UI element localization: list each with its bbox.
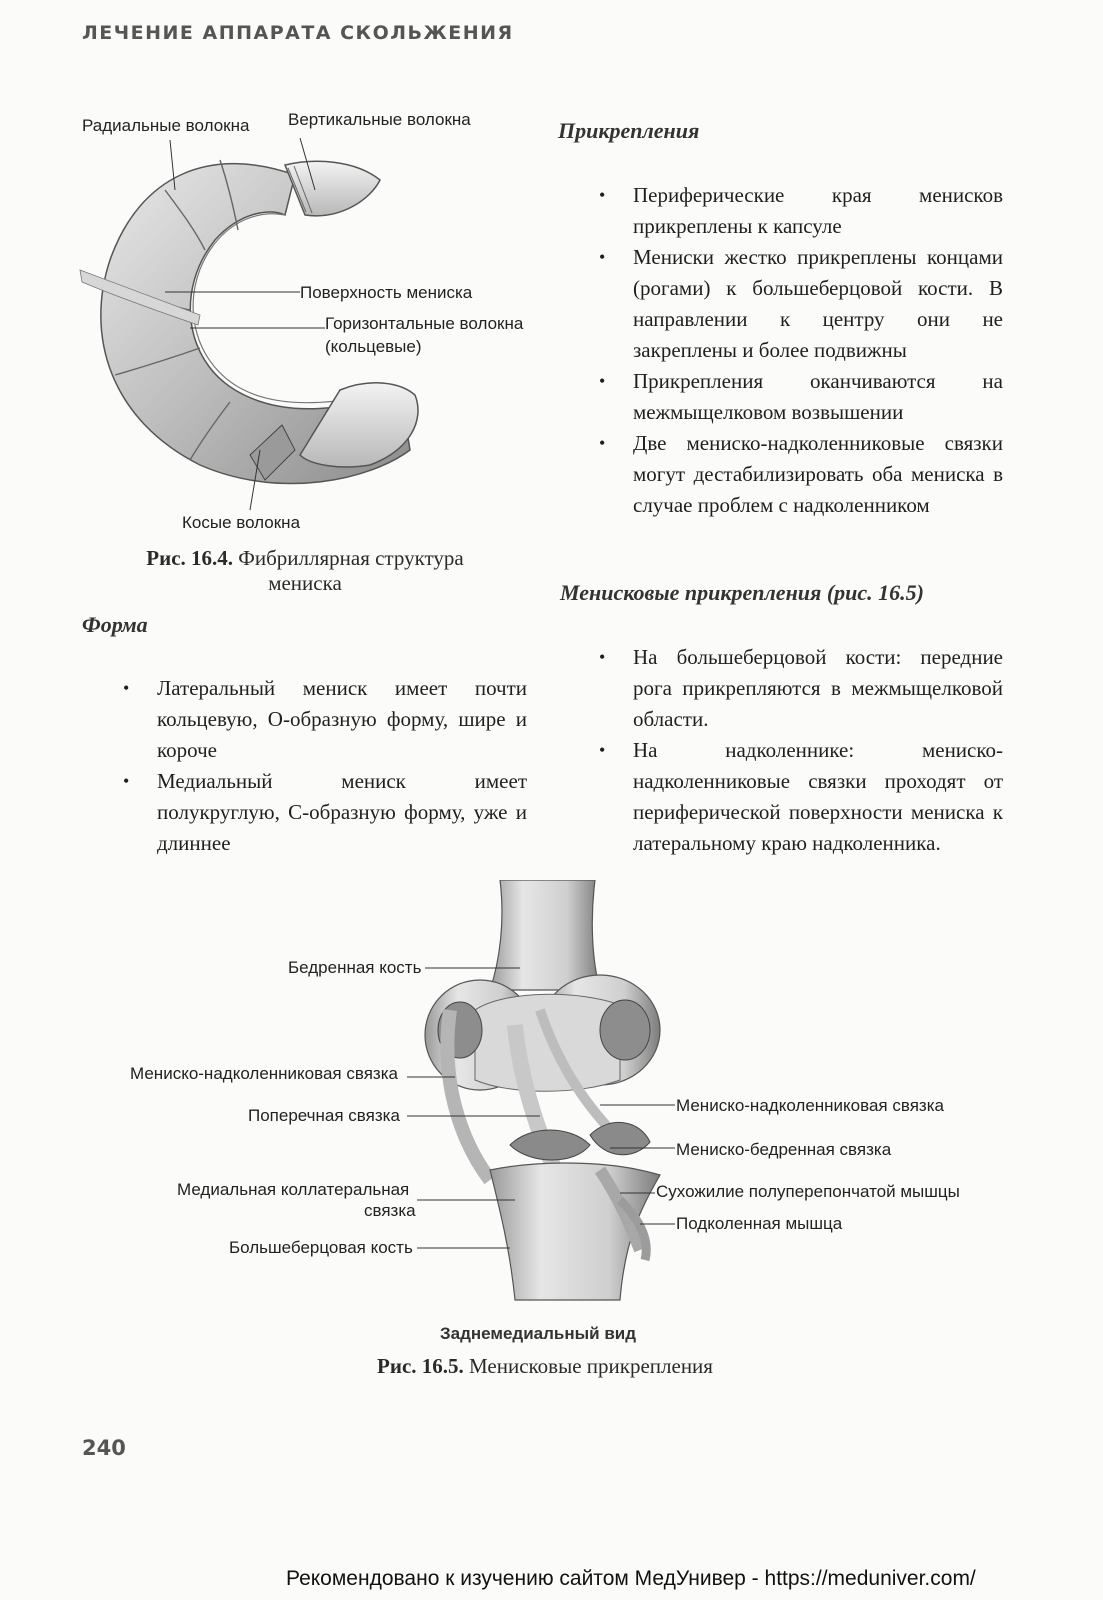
page-number: 240 (82, 1436, 126, 1460)
label-oblique-fibers: Косые волокна (182, 513, 301, 532)
caption-text-line2: мениска (268, 571, 342, 595)
label-meniscus-surface: Поверхность мениска (300, 283, 473, 302)
label-horizontal-fibers-sub: (кольцевые) (325, 337, 422, 356)
caption-text: Менисковые прикрепления (469, 1354, 713, 1378)
figure-16-5-caption (300, 1354, 790, 1379)
label-vertical-fibers: Вертикальные волокна (288, 110, 471, 129)
label-femur: Бедренная кость (288, 958, 422, 977)
label-meniscopatellar-right: Мениско-надколенниковая связка (676, 1096, 944, 1115)
list-item: • Латеральный мениск имеет почти кольцевую, О-образную форму, шире и короче (157, 673, 527, 766)
label-mcl-sub: связка (364, 1201, 416, 1220)
label-popliteus: Подколенная мышца (676, 1214, 843, 1233)
form-list (157, 673, 527, 859)
label-radial-fibers: Радиальные волокна (82, 116, 250, 135)
label-mcl: Медиальная коллатеральная (177, 1180, 410, 1199)
meniscal-list (633, 642, 1003, 859)
caption-number: Рис. 16.5. (377, 1354, 464, 1378)
footer-recommendation: Рекомендовано к изучению сайтом МедУнивер - https://meduniver.com/ (286, 1567, 976, 1590)
list-item: • Мениски жестко прикреплены концами (рогами) к большеберцовой кости. В направлении к центру они не закреплены и более подвижны (633, 242, 1003, 366)
caption-number: Рис. 16.4. (146, 546, 234, 570)
running-title: ЛЕЧЕНИЕ АППАРАТА СКОЛЬЖЕНИЯ (82, 22, 514, 44)
heading-attachments: Прикрепления (558, 118, 700, 143)
label-tibia: Большеберцовая кость (229, 1238, 413, 1257)
caption-text: Фибриллярная структура (238, 546, 464, 570)
list-item: • Периферические края менисков прикреплены к капсуле (633, 180, 1003, 242)
heading-form: Форма (82, 612, 148, 637)
list-item: • На большеберцовой кости: передние рога прикрепляются в межмыщелковой области. (633, 642, 1003, 735)
label-horizontal-fibers: Горизонтальные волокна (325, 314, 524, 333)
view-label: Заднемедиальный вид (440, 1324, 637, 1343)
heading-meniscal-attachments: Менисковые прикрепления (рис. 16.5) (560, 580, 925, 605)
label-semimembranosus-tendon: Сухожилие полуперепончатой мышцы (656, 1182, 960, 1201)
label-transverse-ligament: Поперечная связка (248, 1106, 400, 1125)
list-item: • Медиальный мениск имеет полукруглую, С-образную форму, уже и длиннее (157, 766, 527, 859)
list-item: • Две мениско-надколенниковые связки могут дестабилизировать оба мениска в случае проблем с надколенником (633, 428, 1003, 521)
list-item: • Прикрепления оканчиваются на межмыщелковом возвышении (633, 366, 1003, 428)
list-item: • На надколеннике: мениско-надколенниковые связки проходят от периферической поверхности мениска к латеральному краю надколенника. (633, 735, 1003, 859)
label-meniscopatellar-left: Мениско-надколенниковая связка (130, 1064, 398, 1083)
figure-16-4-caption (100, 546, 510, 596)
attachments-list (633, 180, 1003, 521)
label-meniscofemoral-ligament: Мениско-бедренная связка (676, 1140, 892, 1159)
